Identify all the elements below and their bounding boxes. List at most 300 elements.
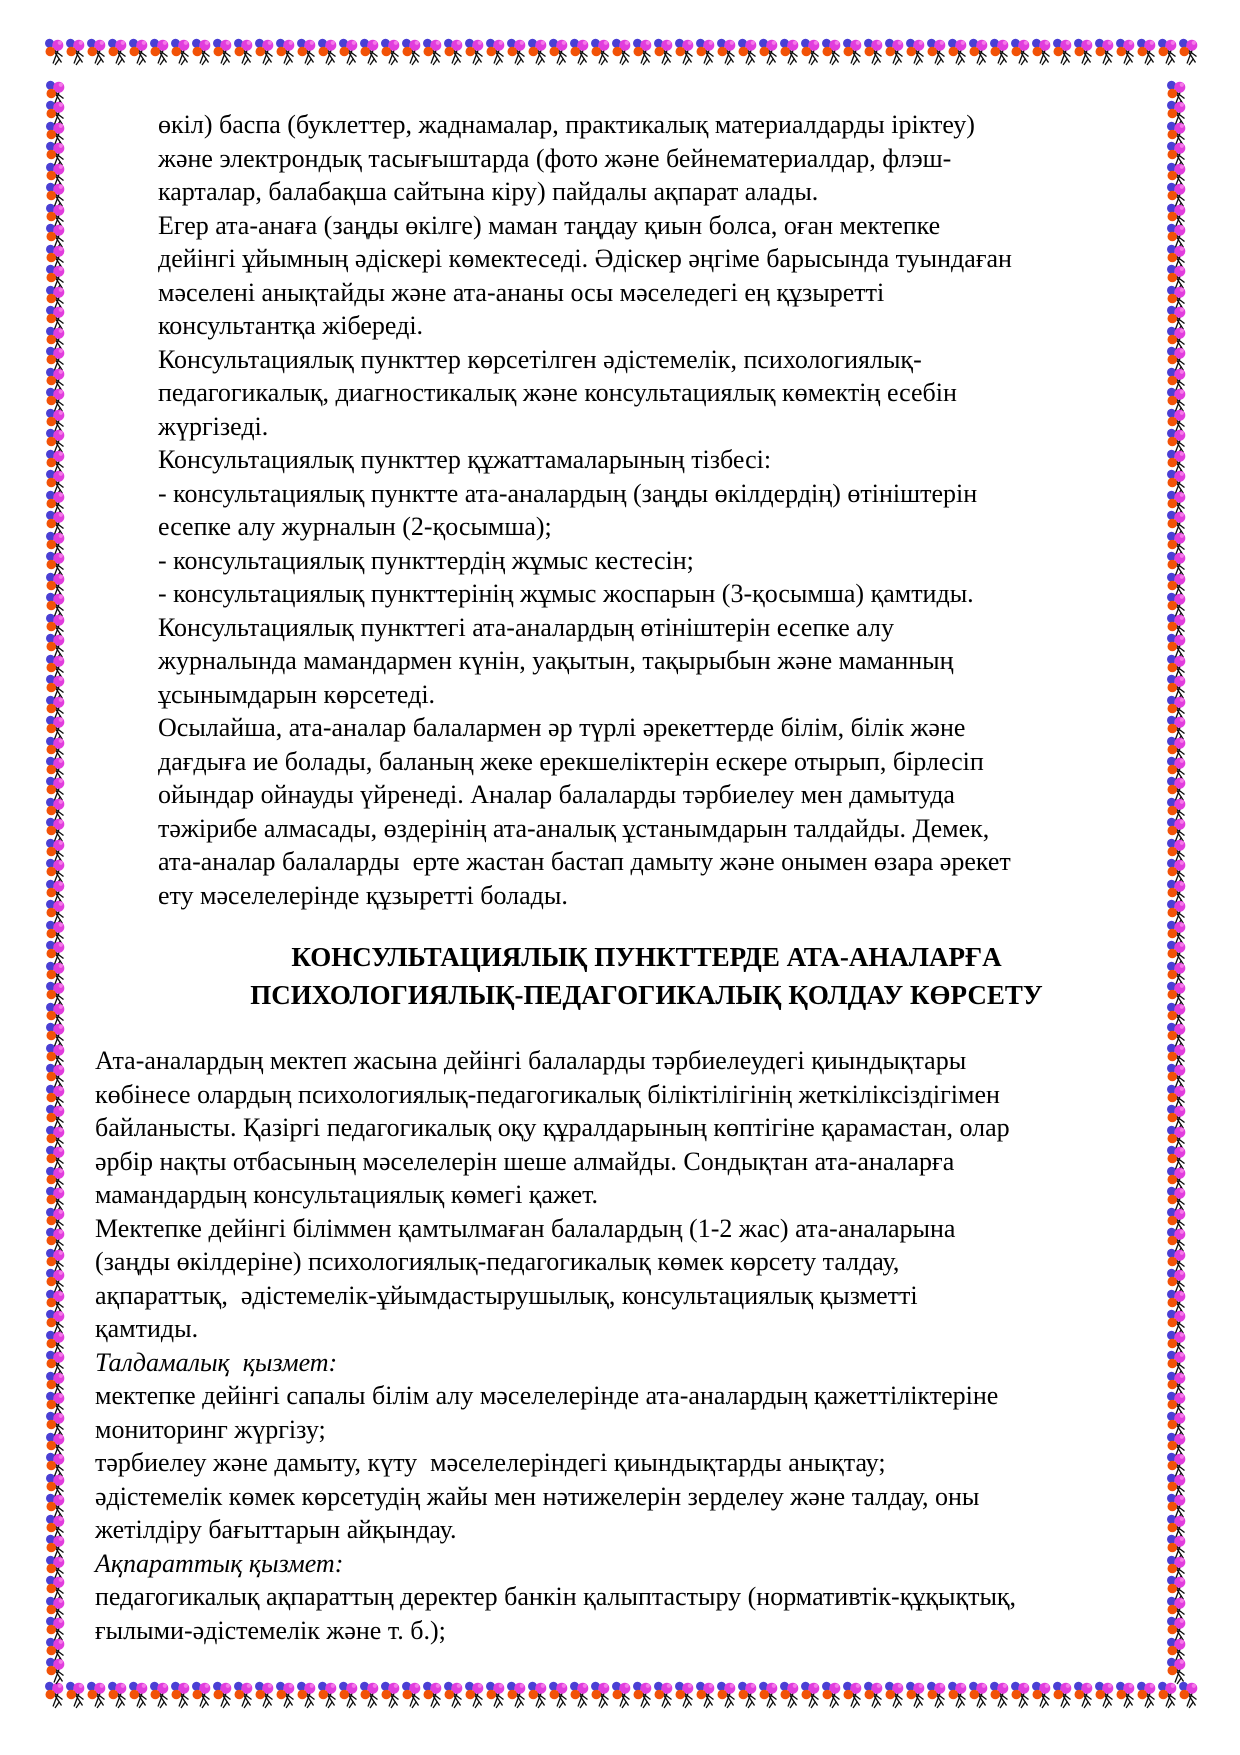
balloon-bouquet-icon xyxy=(1166,1248,1187,1268)
balloon-bouquet-icon xyxy=(45,1063,66,1083)
balloon-bouquet-icon xyxy=(653,1681,674,1701)
balloon-bouquet-icon xyxy=(45,264,66,284)
balloon-bouquet-icon xyxy=(45,1186,66,1206)
balloon-bouquet-icon xyxy=(422,38,443,58)
balloon-bouquet-icon xyxy=(191,1681,212,1701)
balloon-bouquet-icon xyxy=(45,469,66,489)
balloon-bouquet-icon xyxy=(1166,899,1187,919)
balloon-bouquet-icon xyxy=(1166,940,1187,960)
balloon-bouquet-icon xyxy=(905,1681,926,1701)
balloon-bouquet-icon xyxy=(989,38,1010,58)
text-line: ойындар ойнауды үйренеді. Аналар балаларды тәрбиелеу мен дамытуда xyxy=(158,780,955,809)
balloon-bouquet-icon xyxy=(45,1289,66,1309)
balloon-bouquet-icon xyxy=(45,1043,66,1063)
text-line: Мектепке дейінгі біліммен қамтылмаған балалардың (1-2 жас) ата-аналарына xyxy=(95,1213,956,1243)
balloon-bouquet-icon xyxy=(296,1681,317,1701)
balloon-bouquet-icon xyxy=(569,38,590,58)
balloon-bouquet-icon xyxy=(1166,756,1187,776)
balloon-bouquet-icon xyxy=(632,1681,653,1701)
balloon-bouquet-icon xyxy=(1010,38,1031,58)
balloon-bouquet-icon xyxy=(45,305,66,325)
balloon-bouquet-icon xyxy=(1166,572,1187,592)
balloon-bouquet-icon xyxy=(1010,1681,1031,1701)
balloon-bouquet-icon xyxy=(170,1681,191,1701)
balloon-bouquet-icon xyxy=(65,38,86,58)
balloon-bouquet-icon xyxy=(45,1657,66,1677)
balloon-bouquet-icon xyxy=(45,531,66,551)
text-line: мониторинг жүргізу; xyxy=(95,1414,326,1444)
list-item-3 xyxy=(158,577,1135,611)
balloon-bouquet-icon xyxy=(611,38,632,58)
text-line: Ата-аналардың мектеп жасына дейінгі балаларды тәрбиелеудегі қиындықтары xyxy=(95,1046,967,1075)
text-line: ғылыми-әдістемелік және т. б.); xyxy=(95,1615,446,1645)
balloon-bouquet-icon xyxy=(45,387,66,407)
balloon-bouquet-icon xyxy=(443,1681,464,1701)
balloon-bouquet-icon xyxy=(45,285,66,305)
balloon-bouquet-icon xyxy=(45,490,66,510)
balloon-bouquet-icon xyxy=(45,1084,66,1104)
balloon-bouquet-icon xyxy=(1166,100,1187,120)
balloon-bouquet-icon xyxy=(1166,346,1187,366)
balloon-bouquet-icon xyxy=(107,1681,128,1701)
balloon-bouquet-icon xyxy=(128,1681,149,1701)
balloon-bouquet-icon xyxy=(45,1207,66,1227)
balloon-bouquet-icon xyxy=(1031,1681,1052,1701)
balloon-bouquet-icon xyxy=(632,38,653,58)
balloon-bouquet-icon xyxy=(422,1681,443,1701)
balloon-bouquet-icon xyxy=(758,38,779,58)
balloon-bouquet-icon xyxy=(86,1681,107,1701)
text-line: Осылайша, ата-аналар балалармен әр түрлі әрекеттерде білім, білік және xyxy=(158,713,966,742)
balloon-bouquet-icon xyxy=(45,367,66,387)
balloon-bouquet-icon xyxy=(1166,1186,1187,1206)
balloon-bouquet-icon xyxy=(296,38,317,58)
balloon-bouquet-icon xyxy=(45,223,66,243)
balloon-bouquet-icon xyxy=(506,1681,527,1701)
balloon-bouquet-icon xyxy=(1166,1104,1187,1124)
text-line: және электрондық тасығыштарда (фото және бейнематериалдар, флэш- xyxy=(158,143,952,173)
text-line: ақпараттық, әдістемелік-ұйымдастырушылық, консультациялық қызметті xyxy=(95,1280,918,1310)
balloon-bouquet-icon xyxy=(380,38,401,58)
balloon-bouquet-icon xyxy=(45,654,66,674)
balloon-bouquet-icon xyxy=(1136,38,1157,58)
balloon-bouquet-icon xyxy=(1166,387,1187,407)
balloon-bouquet-icon xyxy=(212,1681,233,1701)
balloon-bouquet-icon xyxy=(842,1681,863,1701)
balloon-bouquet-icon xyxy=(1166,981,1187,1001)
balloon-bouquet-icon xyxy=(716,1681,737,1701)
balloon-bouquet-icon xyxy=(1166,1575,1187,1595)
balloon-bouquet-icon xyxy=(338,38,359,58)
balloon-bouquet-icon xyxy=(45,1616,66,1636)
balloon-bouquet-icon xyxy=(1166,1309,1187,1329)
balloon-bouquet-icon xyxy=(45,838,66,858)
balloon-bouquet-icon xyxy=(1166,1432,1187,1452)
text-line: Егер ата-анаға (заңды өкілге) маман таңдау қиын болса, оған мектепке xyxy=(158,210,941,240)
text-line: - консультациялық пунктте ата-аналардың (заңды өкілдердің) өтініштерін xyxy=(158,478,978,508)
balloon-bouquet-icon xyxy=(464,1681,485,1701)
balloon-bouquet-icon xyxy=(45,1596,66,1616)
paragraph-11 xyxy=(95,1480,1135,1547)
paragraph-4 xyxy=(158,443,1135,477)
text-line: қамтиды. xyxy=(95,1314,199,1343)
balloon-bouquet-icon xyxy=(548,38,569,58)
border-right xyxy=(1166,80,1196,1678)
balloon-bouquet-icon xyxy=(1166,1514,1187,1534)
balloon-bouquet-icon xyxy=(45,510,66,530)
balloon-bouquet-icon xyxy=(863,1681,884,1701)
text-line: байланысты. Қазіргі педагогикалық оқу құралдарының көптігіне қарамастан, олар xyxy=(95,1113,1010,1142)
balloon-bouquet-icon xyxy=(926,1681,947,1701)
balloon-bouquet-icon xyxy=(1166,223,1187,243)
balloon-bouquet-icon xyxy=(1166,961,1187,981)
balloon-bouquet-icon xyxy=(590,38,611,58)
balloon-bouquet-icon xyxy=(1166,1452,1187,1472)
balloon-bouquet-icon xyxy=(527,38,548,58)
balloon-bouquet-icon xyxy=(1094,1681,1115,1701)
balloon-bouquet-icon xyxy=(45,408,66,428)
balloon-bouquet-icon xyxy=(44,38,65,58)
balloon-bouquet-icon xyxy=(1166,633,1187,653)
text-line: Консультациялық пункттегі ата-аналардың өтініштерін есепке алу xyxy=(158,612,895,642)
balloon-bouquet-icon xyxy=(45,981,66,1001)
balloon-bouquet-icon xyxy=(275,38,296,58)
balloon-bouquet-icon xyxy=(884,38,905,58)
balloon-bouquet-icon xyxy=(1136,1681,1157,1701)
balloon-bouquet-icon xyxy=(149,1681,170,1701)
balloon-bouquet-icon xyxy=(254,1681,275,1701)
balloon-bouquet-icon xyxy=(1166,817,1187,837)
balloon-bouquet-icon xyxy=(695,38,716,58)
balloon-bouquet-icon xyxy=(45,695,66,715)
list-item-2 xyxy=(158,544,1135,578)
balloon-bouquet-icon xyxy=(716,38,737,58)
text-line: ету мәселелерінде құзыретті болады. xyxy=(158,880,568,910)
text-line: мамандардың консультациялық көмегі қажет. xyxy=(95,1180,599,1209)
balloon-bouquet-icon xyxy=(1166,551,1187,571)
balloon-bouquet-icon xyxy=(45,162,66,182)
text-line: - консультациялық пункттерінің жұмыс жоспарын (3-қосымша) қамтиды. xyxy=(158,579,974,608)
balloon-bouquet-icon xyxy=(45,1637,66,1657)
document-body xyxy=(95,108,1135,1647)
balloon-bouquet-icon xyxy=(1166,654,1187,674)
balloon-bouquet-icon xyxy=(1166,797,1187,817)
balloon-bouquet-icon xyxy=(1052,1681,1073,1701)
balloon-bouquet-icon xyxy=(45,80,66,100)
balloon-bouquet-icon xyxy=(1166,1207,1187,1227)
balloon-bouquet-icon xyxy=(45,613,66,633)
balloon-bouquet-icon xyxy=(45,121,66,141)
balloon-bouquet-icon xyxy=(45,1309,66,1329)
balloon-bouquet-icon xyxy=(1157,38,1178,58)
balloon-bouquet-icon xyxy=(45,1022,66,1042)
balloon-bouquet-icon xyxy=(1166,285,1187,305)
text-line: (заңды өкілдеріне) психологиялық-педагогикалық көмек көрсету талдау, xyxy=(95,1247,900,1276)
text-line: әдістемелік көмек көрсетудің жайы мен нәтижелерін зерделеу және талдау, оны xyxy=(95,1481,980,1511)
balloon-bouquet-icon xyxy=(758,1681,779,1701)
balloon-bouquet-icon xyxy=(1166,838,1187,858)
balloon-bouquet-icon xyxy=(590,1681,611,1701)
text-line: дағдыға ие болады, баланың жеке ерекшеліктерін ескере отырып, бірлесіп xyxy=(158,746,984,776)
balloon-bouquet-icon xyxy=(254,38,275,58)
balloon-bouquet-icon xyxy=(1166,715,1187,735)
balloon-bouquet-icon xyxy=(1166,531,1187,551)
balloon-bouquet-icon xyxy=(800,38,821,58)
balloon-bouquet-icon xyxy=(485,1681,506,1701)
text-line: ұсынымдарын көрсетеді. xyxy=(158,679,436,709)
label-informational-service xyxy=(95,1547,1135,1581)
balloon-bouquet-icon xyxy=(45,1145,66,1165)
balloon-bouquet-icon xyxy=(506,38,527,58)
balloon-bouquet-icon xyxy=(380,1681,401,1701)
balloon-bouquet-icon xyxy=(45,428,66,448)
balloon-bouquet-icon xyxy=(45,572,66,592)
text-line: тәрбиелеу және дамыту, күту мәселелеріндегі қиындықтарды анықтау; xyxy=(95,1448,886,1477)
balloon-bouquet-icon xyxy=(359,1681,380,1701)
balloon-bouquet-icon xyxy=(233,38,254,58)
text-line: Консультациялық пункттер көрсетілген әдістемелік, психологиялық- xyxy=(158,344,922,374)
balloon-bouquet-icon xyxy=(45,100,66,120)
heading-line: КОНСУЛЬТАЦИЯЛЫҚ ПУНКТТЕРДЕ АТА-АНАЛАРҒА xyxy=(291,942,1002,972)
balloon-bouquet-icon xyxy=(569,1681,590,1701)
balloon-bouquet-icon xyxy=(1166,1534,1187,1554)
paragraph-9 xyxy=(95,1379,1135,1446)
balloon-bouquet-icon xyxy=(1166,182,1187,202)
text-line: - консультациялық пункттердің жұмыс кестесін; xyxy=(158,545,694,575)
balloon-bouquet-icon xyxy=(1166,1657,1187,1677)
text-line: тәжірибе алмасады, өздерінің ата-аналық ұстанымдарын талдайды. Демек, xyxy=(158,813,990,843)
paragraph-10 xyxy=(95,1446,1135,1480)
balloon-bouquet-icon xyxy=(443,38,464,58)
balloon-bouquet-icon xyxy=(45,1227,66,1247)
balloon-bouquet-icon xyxy=(317,1681,338,1701)
balloon-bouquet-icon xyxy=(884,1681,905,1701)
balloon-bouquet-icon xyxy=(1166,736,1187,756)
balloon-bouquet-icon xyxy=(989,1681,1010,1701)
balloon-bouquet-icon xyxy=(1166,920,1187,940)
balloon-bouquet-icon xyxy=(1052,38,1073,58)
list-item-1 xyxy=(158,477,1135,544)
paragraph-6 xyxy=(158,711,1135,912)
balloon-bouquet-icon xyxy=(45,1350,66,1370)
balloon-bouquet-icon xyxy=(1166,121,1187,141)
balloon-bouquet-icon xyxy=(45,346,66,366)
text-line: жүргізеді. xyxy=(158,411,269,441)
balloon-bouquet-icon xyxy=(947,38,968,58)
paragraph-2 xyxy=(158,209,1135,343)
text-line: педагогикалық ақпараттың деректер банкін қалыптастыру (нормативтік-құқықтық, xyxy=(95,1582,1017,1611)
balloon-bouquet-icon xyxy=(1166,695,1187,715)
balloon-bouquet-icon xyxy=(674,1681,695,1701)
balloon-bouquet-icon xyxy=(779,38,800,58)
text-line: журналында мамандармен күнін, уақытын, тақырыбын және маманның xyxy=(158,646,954,675)
balloon-bouquet-icon xyxy=(1166,1084,1187,1104)
border-left xyxy=(45,80,75,1678)
balloon-bouquet-icon xyxy=(45,1104,66,1124)
balloon-bouquet-icon xyxy=(338,1681,359,1701)
balloon-bouquet-icon xyxy=(1166,1330,1187,1350)
balloon-bouquet-icon xyxy=(1166,510,1187,530)
balloon-bouquet-icon xyxy=(1166,141,1187,161)
text-line: мәселені анықтайды және ата-ананы осы мәселедегі ең құзыретті xyxy=(158,277,885,307)
balloon-bouquet-icon xyxy=(1178,38,1199,58)
balloon-bouquet-icon xyxy=(1166,1268,1187,1288)
balloon-bouquet-icon xyxy=(905,38,926,58)
balloon-bouquet-icon xyxy=(653,38,674,58)
balloon-bouquet-icon xyxy=(45,326,66,346)
text-line: жетілдіру бағыттарын айқындау. xyxy=(95,1515,457,1544)
balloon-bouquet-icon xyxy=(1031,38,1052,58)
balloon-bouquet-icon xyxy=(45,1452,66,1472)
paragraph-5 xyxy=(158,611,1135,712)
balloon-bouquet-icon xyxy=(674,38,695,58)
balloon-bouquet-icon xyxy=(45,940,66,960)
balloon-bouquet-icon xyxy=(1115,38,1136,58)
balloon-bouquet-icon xyxy=(1166,1227,1187,1247)
border-bottom xyxy=(44,1681,1192,1711)
balloon-bouquet-icon xyxy=(1166,162,1187,182)
balloon-bouquet-icon xyxy=(45,592,66,612)
balloon-bouquet-icon xyxy=(611,1681,632,1701)
balloon-bouquet-icon xyxy=(1166,1596,1187,1616)
text-line: көбінесе олардың психологиялық-педагогикалық біліктілігінің жеткіліксіздігімен xyxy=(95,1079,1000,1109)
balloon-bouquet-icon xyxy=(1166,1473,1187,1493)
text-line: есепке алу журналын (2-қосымша); xyxy=(158,512,552,541)
balloon-bouquet-icon xyxy=(45,1493,66,1513)
balloon-bouquet-icon xyxy=(1115,1681,1136,1701)
balloon-bouquet-icon xyxy=(45,1575,66,1595)
balloon-bouquet-icon xyxy=(45,879,66,899)
balloon-bouquet-icon xyxy=(1166,1022,1187,1042)
balloon-bouquet-icon xyxy=(45,899,66,919)
balloon-bouquet-icon xyxy=(128,38,149,58)
balloon-bouquet-icon xyxy=(1166,1002,1187,1022)
balloon-bouquet-icon xyxy=(1166,1391,1187,1411)
balloon-bouquet-icon xyxy=(1166,592,1187,612)
balloon-bouquet-icon xyxy=(45,1514,66,1534)
balloon-bouquet-icon xyxy=(737,1681,758,1701)
text-line: мектепке дейінгі сапалы білім алу мәселелерінде ата-аналардың қажеттіліктеріне xyxy=(95,1381,999,1410)
balloon-bouquet-icon xyxy=(926,38,947,58)
balloon-bouquet-icon xyxy=(1166,326,1187,346)
balloon-bouquet-icon xyxy=(149,38,170,58)
balloon-bouquet-icon xyxy=(44,1681,65,1701)
balloon-bouquet-icon xyxy=(45,776,66,796)
balloon-bouquet-icon xyxy=(45,961,66,981)
balloon-bouquet-icon xyxy=(1166,1166,1187,1186)
balloon-bouquet-icon xyxy=(1166,1371,1187,1391)
paragraph-1 xyxy=(158,108,1135,209)
text-line: педагогикалық, диагностикалық және консультациялық көмектің есебін xyxy=(158,378,957,407)
balloon-bouquet-icon xyxy=(1157,1681,1178,1701)
balloon-bouquet-icon xyxy=(45,1330,66,1350)
balloon-bouquet-icon xyxy=(842,38,863,58)
balloon-bouquet-icon xyxy=(191,38,212,58)
text-line: ата-аналар балаларды ерте жастан бастап дамыту және онымен өзара әрекет xyxy=(158,847,1011,876)
balloon-bouquet-icon xyxy=(45,1125,66,1145)
balloon-bouquet-icon xyxy=(1166,408,1187,428)
balloon-bouquet-icon xyxy=(45,449,66,469)
balloon-bouquet-icon xyxy=(1166,1289,1187,1309)
balloon-bouquet-icon xyxy=(1166,367,1187,387)
balloon-bouquet-icon xyxy=(45,1391,66,1411)
balloon-bouquet-icon xyxy=(1166,80,1187,100)
balloon-bouquet-icon xyxy=(1094,38,1115,58)
balloon-bouquet-icon xyxy=(86,38,107,58)
balloon-bouquet-icon xyxy=(275,1681,296,1701)
balloon-bouquet-icon xyxy=(947,1681,968,1701)
balloon-bouquet-icon xyxy=(1166,858,1187,878)
balloon-bouquet-icon xyxy=(1166,490,1187,510)
balloon-bouquet-icon xyxy=(1166,1043,1187,1063)
balloon-bouquet-icon xyxy=(359,38,380,58)
balloon-bouquet-icon xyxy=(800,1681,821,1701)
balloon-bouquet-icon xyxy=(45,1411,66,1431)
text-line: Консультациялық пункттер құжаттамаларының тізбесі: xyxy=(158,445,772,474)
balloon-bouquet-icon xyxy=(1166,776,1187,796)
balloon-bouquet-icon xyxy=(45,244,66,264)
text-line: әрбір нақты отбасының мәселелерін шеше алмайды. Сондықтан ата-аналарға xyxy=(95,1146,955,1176)
balloon-bouquet-icon xyxy=(1166,1411,1187,1431)
balloon-bouquet-icon xyxy=(821,1681,842,1701)
balloon-bouquet-icon xyxy=(45,203,66,223)
balloon-bouquet-icon xyxy=(1166,449,1187,469)
balloon-bouquet-icon xyxy=(45,182,66,202)
balloon-bouquet-icon xyxy=(45,1432,66,1452)
paragraph-7 xyxy=(95,1044,1135,1212)
balloon-bouquet-icon xyxy=(45,817,66,837)
balloon-bouquet-icon xyxy=(1166,1616,1187,1636)
balloon-bouquet-icon xyxy=(45,1534,66,1554)
balloon-bouquet-icon xyxy=(65,1681,86,1701)
balloon-bouquet-icon xyxy=(212,38,233,58)
text-line: өкіл) баспа (буклеттер, жаднамалар, практикалық материалдарды іріктеу) xyxy=(158,110,975,139)
paragraph-3 xyxy=(158,343,1135,444)
balloon-bouquet-icon xyxy=(464,38,485,58)
text-line: Талдамалық қызмет: xyxy=(95,1347,338,1377)
balloon-bouquet-icon xyxy=(548,1681,569,1701)
text-line: дейінгі ұйымның әдіскері көмектеседі. Әдіскер әңгіме барысында туындаған xyxy=(158,244,1012,273)
heading-line: ПСИХОЛОГИЯЛЫҚ-ПЕДАГОГИКАЛЫҚ ҚОЛДАУ КӨРСЕТУ xyxy=(250,980,1043,1010)
section-bottom xyxy=(95,1044,1135,1647)
balloon-bouquet-icon xyxy=(1178,1681,1199,1701)
balloon-bouquet-icon xyxy=(821,38,842,58)
border-top xyxy=(44,38,1192,68)
balloon-bouquet-icon xyxy=(45,1371,66,1391)
balloon-bouquet-icon xyxy=(1073,1681,1094,1701)
balloon-bouquet-icon xyxy=(968,1681,989,1701)
label-analytical-service xyxy=(95,1346,1135,1380)
section-heading xyxy=(158,938,1135,1014)
paragraph-12 xyxy=(95,1580,1135,1647)
balloon-bouquet-icon xyxy=(45,736,66,756)
balloon-bouquet-icon xyxy=(1166,1493,1187,1513)
balloon-bouquet-icon xyxy=(1073,38,1094,58)
balloon-bouquet-icon xyxy=(1166,879,1187,899)
balloon-bouquet-icon xyxy=(1166,203,1187,223)
balloon-bouquet-icon xyxy=(45,1002,66,1022)
text-line: консультантқа жібереді. xyxy=(158,311,424,340)
balloon-bouquet-icon xyxy=(968,38,989,58)
balloon-bouquet-icon xyxy=(863,38,884,58)
balloon-bouquet-icon xyxy=(45,920,66,940)
balloon-bouquet-icon xyxy=(1166,469,1187,489)
text-line: Ақпараттық қызмет: xyxy=(95,1548,344,1578)
balloon-bouquet-icon xyxy=(1166,1350,1187,1370)
balloon-bouquet-icon xyxy=(401,38,422,58)
balloon-bouquet-icon xyxy=(45,858,66,878)
balloon-bouquet-icon xyxy=(1166,613,1187,633)
